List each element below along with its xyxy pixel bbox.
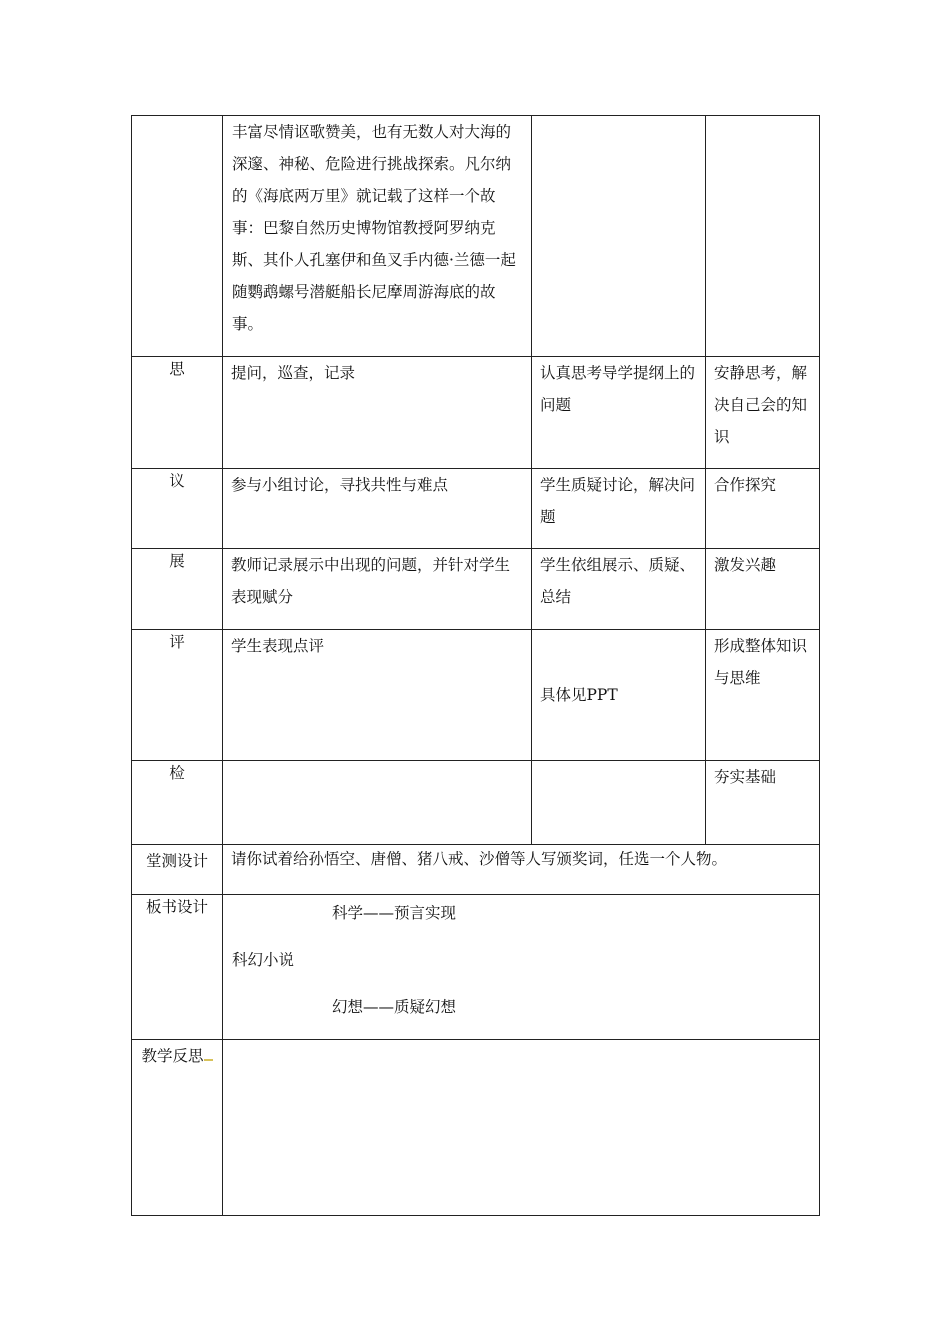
intro-intent-cell [706, 116, 820, 357]
step-row-evaluate [132, 630, 820, 761]
lesson-plan-table [131, 115, 820, 1216]
reflection-label-cell [132, 1040, 223, 1216]
reflection-label: 教学反思 [141, 1047, 204, 1065]
design-intent: 激发兴趣 [714, 556, 777, 574]
intro-row [132, 116, 820, 357]
design-intent: 形成整体知识与思维 [714, 637, 808, 687]
student-activity: 学生依组展示、质疑、总结 [540, 556, 696, 606]
test-design-content: 请你试着给孙悟空、唐僧、猪八戒、沙僧等人写颁奖词，任选一个人物。 [231, 850, 728, 868]
intro-student-cell [532, 116, 706, 357]
step-row-discuss [132, 469, 820, 549]
teacher-activity: 参与小组讨论，寻找共性与难点 [231, 476, 449, 494]
board-line-center: 科幻小说 [232, 951, 295, 969]
step-label: 检 [132, 761, 223, 845]
design-intent: 夯实基础 [714, 768, 777, 786]
student-activity: 认真思考导学提纲上的问题 [540, 364, 696, 414]
edit-mark-icon [204, 1059, 213, 1061]
intro-text-cell [223, 116, 532, 357]
test-design-row [132, 845, 820, 895]
teacher-activity: 学生表现点评 [231, 637, 325, 655]
test-design-label: 堂测设计 [132, 845, 223, 895]
step-row-check [132, 761, 820, 845]
reflection-row [132, 1040, 820, 1216]
student-activity: 学生质疑讨论，解决问题 [540, 476, 696, 526]
board-design-row [132, 895, 820, 1040]
step-label: 评 [132, 630, 223, 761]
step-label: 思 [132, 357, 223, 469]
board-design-label: 板书设计 [132, 895, 223, 1040]
teacher-activity: 教师记录展示中出现的问题，并针对学生表现赋分 [231, 556, 511, 606]
step-label: 议 [132, 469, 223, 549]
board-line-fantasy: 幻想——质疑幻想 [332, 998, 457, 1016]
teacher-activity: 提问，巡查，记录 [231, 364, 356, 382]
step-row-show [132, 549, 820, 630]
intro-text: 丰富尽情讴歌赞美，也有无数人对大海的深邃、神秘、危险进行挑战探索。凡尔纳的《海底两万里》就记载了这样一个故事：巴黎自然历史博物馆教授阿罗纳克斯、其仆人孔塞伊和鱼叉手内德·兰德一起随鹦鹉螺号潜艇船长尼摩周游海底的故事。 [232, 123, 516, 333]
design-intent: 合作探究 [714, 476, 777, 494]
intro-label-cell [132, 116, 223, 357]
design-intent: 安静思考，解决自己会的知识 [714, 364, 808, 446]
step-row-think [132, 357, 820, 469]
step-label: 展 [132, 549, 223, 630]
student-activity: 具体见PPT [540, 686, 618, 704]
board-line-science: 科学——预言实现 [332, 904, 457, 922]
